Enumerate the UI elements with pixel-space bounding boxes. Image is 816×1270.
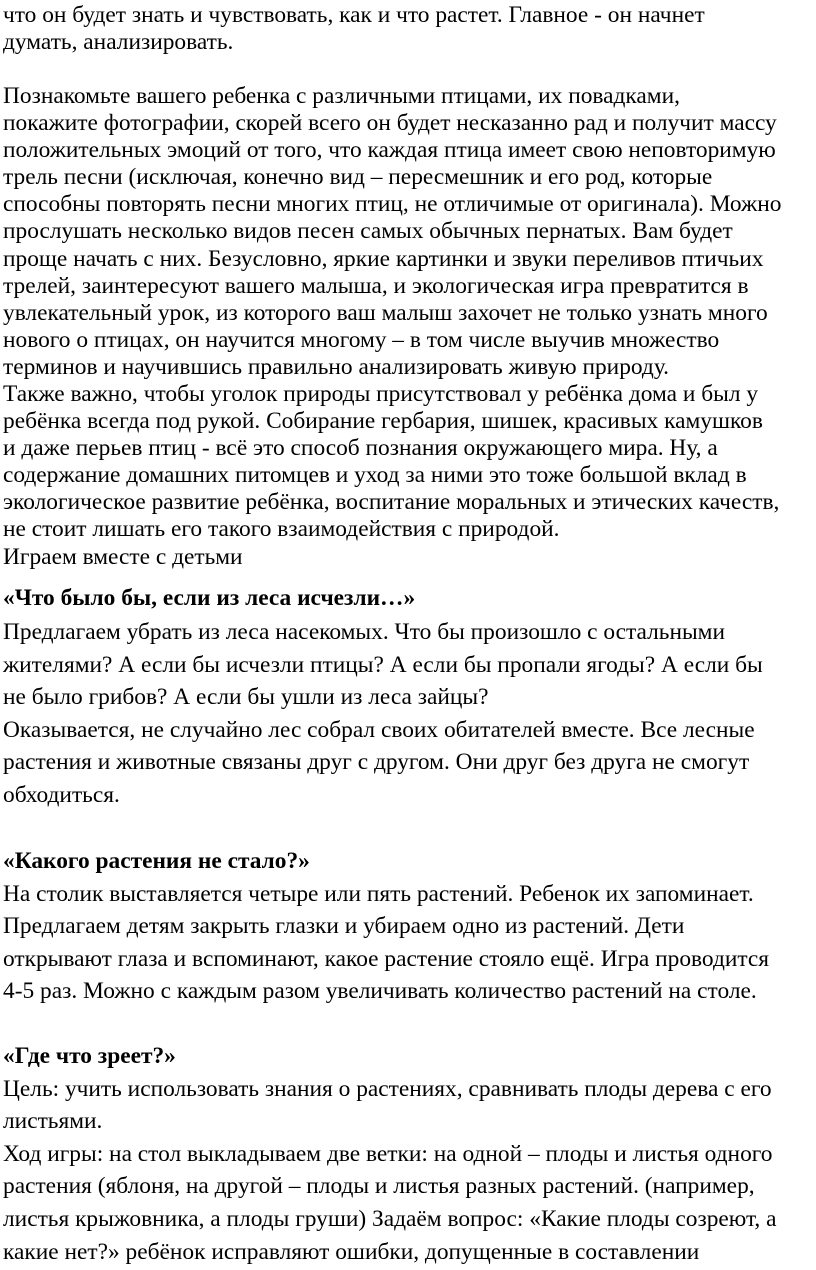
text-line: трелей, заинтересуют вашего малыша, и экологическая игра превратится в — [3, 272, 749, 299]
text-line: нового о птицах, он научится многому – в том числе выучив множество — [3, 326, 720, 353]
text-line: какие нет?» ребёнок исправляют ошибки, допущенные в составлении — [3, 1238, 700, 1265]
text-line: Предлагаем убрать из леса насекомых. Что бы произошло с остальными — [3, 619, 725, 645]
text-line: жителями? А если бы исчезли птицы? А если бы пропали ягоды? А если бы — [3, 651, 763, 678]
text-line: содержание домашних питомцев и уход за ними это тоже большой вклад в — [3, 462, 747, 489]
game1-description — [3, 616, 815, 812]
text-line: прослушать несколько видов песен самых обычных пернатых. Вам будет — [3, 218, 733, 245]
game-title — [3, 584, 815, 613]
game1-title: «Что было бы, если из леса исчезли…» — [3, 585, 416, 611]
text-line: думать, анализировать. — [3, 29, 234, 56]
text-line: покажите фотографии, скорей всего он будет несказанно рад и получит массу — [3, 110, 777, 137]
text-line: Познакомьте вашего ребенка с различными птицами, их повадками, — [3, 83, 680, 109]
text-line: увлекательный урок, из которого ваш малыш захочет не только узнать много — [3, 299, 768, 326]
intro-paragraph — [3, 2, 815, 56]
text-line: листьями. — [3, 1108, 103, 1135]
text-line: Оказывается, не случайно лес собрал своих обитателей вместе. Все лесные — [3, 716, 755, 743]
text-line: положительных эмоций от того, что каждая птица имеет свою неповторимую — [3, 137, 776, 164]
text-line: 4-5 раз. Можно с каждым разом увеличивать количество растений на столе. — [3, 978, 757, 1005]
text-line: способны повторять песни многих птиц, не отличимые от оригинала). Можно — [3, 191, 782, 218]
text-line: листья крыжовника, а плоды груши) Задаём вопрос: «Какие плоды созреют, а — [3, 1205, 777, 1232]
game2-title: «Какого растения не стало?» — [3, 848, 310, 874]
game2-section — [3, 845, 815, 1008]
text-line: не было грибов? А если бы ушли из леса зайцы? — [3, 684, 489, 711]
text-line: и даже перьев птиц - всё это способ познания окружающего мира. Ну, а — [3, 435, 718, 462]
text-line: растения (яблоня, на другой – плоды и листья разных растений. (например, — [3, 1173, 755, 1200]
text-line: Также важно, чтобы уголок природы присутствовал у ребёнка дома и был у — [3, 381, 759, 407]
text-line: что он будет знать и чувствовать, как и что растет. Главное - он начнет — [3, 2, 705, 28]
text-line: терминов и научившись правильно анализировать живую природу. — [3, 353, 670, 380]
games-heading: Играем вместе с детьми — [3, 543, 243, 570]
text-line: Цель: учить использовать знания о растениях, сравнивать плоды дерева с его — [3, 1075, 772, 1102]
game3-section — [3, 1040, 815, 1268]
text-line: обходиться. — [3, 781, 120, 808]
text-line: экологическое развитие ребёнка, воспитание моральных и этических качеств, — [3, 489, 780, 516]
text-line: На столик выставляется четыре или пять растений. Ребенок их запоминает. — [3, 880, 754, 907]
text-line: проще начать с них. Безусловно, яркие картинки и звуки переливов птичьих — [3, 245, 764, 272]
text-line: трель песни (исключая, конечно вид – пересмешник и его род, которые — [3, 164, 713, 191]
text-line: ребёнка всегда под рукой. Собирание гербария, шишек, красивых камушков — [3, 408, 763, 435]
text-line: Ход игры: на стол выкладываем две ветки: на одной – плоды и листья одного — [3, 1140, 773, 1167]
text-line: не стоит лишать его такого взаимодействия с природой. — [3, 516, 560, 543]
birds-paragraph — [3, 83, 815, 381]
text-line: растения и животные связаны друг с другом. Они друг без друга не смогут — [3, 749, 750, 776]
text-line: Предлагаем детям закрыть глазки и убираем одно из растений. Дети — [3, 913, 685, 940]
game3-title: «Где что зреет?» — [3, 1043, 176, 1069]
text-line: открывают глаза и вспоминают, какое растение стояло ещё. Игра проводится — [3, 945, 770, 972]
nature-corner-paragraph — [3, 381, 815, 571]
